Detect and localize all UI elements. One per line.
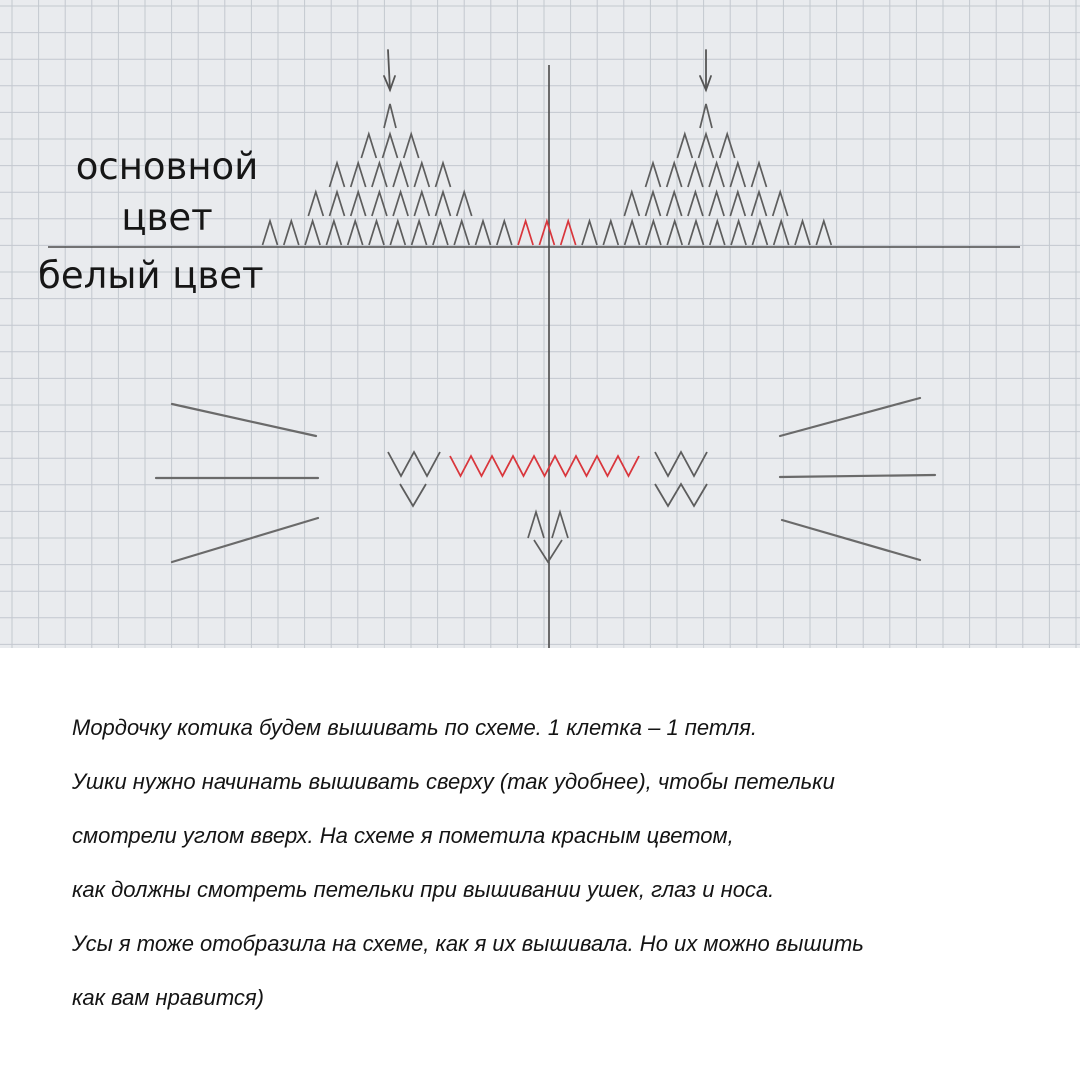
instruction-line: Мордочку котика будем вышивать по схеме. 1 клетка – 1 петля. [72, 715, 758, 740]
instruction-line: как вам нравится) [72, 985, 265, 1010]
main-color-label [70, 145, 264, 239]
main-color-label-line-2: цвет [121, 196, 213, 239]
instructions-text [72, 712, 1052, 1036]
instruction-line: Усы я тоже отобразила на схеме, как я их вышивала. Но их можно вышить [72, 931, 864, 956]
main-color-label-line-1: основной [75, 145, 259, 188]
instruction-line: как должны смотреть петельки при вышивании ушек, глаз и носа. [72, 877, 775, 902]
white-color-label: белый цвет [38, 254, 264, 297]
instruction-line: смотрели углом вверх. На схеме я пометила красным цветом, [72, 823, 734, 848]
instruction-line: Ушки нужно начинать вышивать сверху (так удобнее), чтобы петельки [72, 769, 835, 794]
